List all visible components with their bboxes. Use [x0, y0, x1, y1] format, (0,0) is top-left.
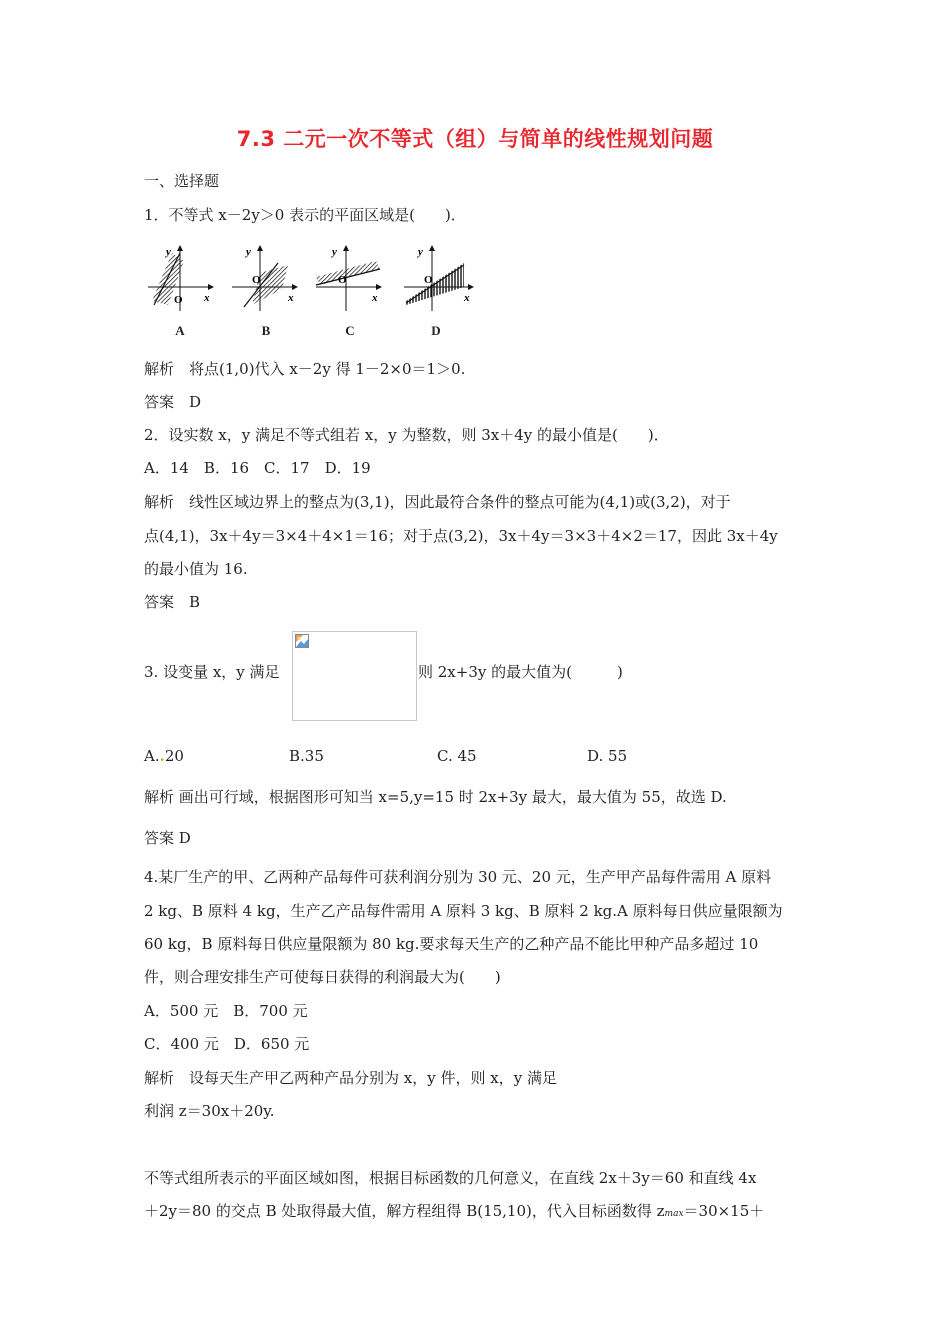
q4-analysis-line-4-end: ＝30×15＋: [683, 1202, 765, 1220]
axis-y-label: y: [166, 246, 171, 258]
dot-mark: .: [159, 747, 165, 765]
origin-label: O: [174, 294, 183, 306]
q1-figure-c: [314, 243, 386, 343]
q1-figure-b: [230, 243, 302, 343]
q4-options-line-2: C．400 元 D．650 元: [144, 1035, 310, 1053]
q3-missing-image: [292, 631, 417, 721]
q1-figure-row: [144, 243, 484, 343]
axis-y-label: y: [246, 246, 251, 258]
q3-option-a: [144, 746, 184, 766]
broken-image-icon: [295, 634, 309, 648]
axis-y-label: y: [418, 246, 423, 258]
q3-option-c: C. 45: [437, 747, 477, 765]
q2-analysis-line-1: 解析 线性区域边界上的整点为(3,1)，因此最符合条件的整点可能为(4,1)或(3,2)，对于: [144, 493, 731, 511]
section-heading: 一、选择题: [144, 172, 220, 190]
q1-stem: 1．不等式 x－2y＞0 表示的平面区域是( )．: [144, 206, 466, 224]
q2-answer: 答案 B: [144, 593, 201, 611]
origin-label: O: [338, 274, 347, 286]
q4-stem-line-2: 2 kg、B 原料 4 kg，生产乙产品每件需用 A 原料 3 kg、B 原料 2 kg.A 原料每日供应量限额为: [144, 902, 783, 920]
q2-stem: 2．设实数 x，y 满足不等式组若 x，y 为整数，则 3x＋4y 的最小值是( )．: [144, 426, 669, 444]
q1-figure-a: [144, 243, 216, 343]
zmax-subscript: max: [664, 1209, 684, 1219]
q4-analysis-line-2: 利润 z＝30x＋20y.: [144, 1102, 275, 1120]
q4-analysis-line-4-text: ＋2y＝80 的交点 B 处取得最大值，解方程组得 B(15,10)，代入目标函数得 z: [144, 1202, 665, 1220]
axis-x-label: x: [204, 292, 210, 304]
q2-analysis-line-3: 的最小值为 16.: [144, 560, 248, 578]
page-title: 7.3 二元一次不等式（组）与简单的线性规划问题: [236, 127, 714, 151]
q3-stem-after: 则 2x+3y 的最大值为( ): [418, 663, 623, 681]
q4-stem-line-1: 4.某厂生产的甲、乙两种产品每件可获利润分别为 30 元、20 元，生产甲产品每件需用 A 原料: [144, 868, 772, 886]
axis-y-label: y: [332, 246, 337, 258]
q4-analysis-line-4: [144, 1201, 764, 1224]
origin-label: O: [424, 274, 433, 286]
q4-analysis-line-3: 不等式组所表示的平面区域如图，根据目标函数的几何意义，在直线 2x＋3y＝60 和直线 4x: [144, 1169, 757, 1187]
q4-stem-line-4: 件，则合理安排生产可使每日获得的利润最大为( ): [144, 968, 501, 986]
q1-caption-d: D: [431, 323, 441, 338]
q1-caption-b: B: [261, 323, 271, 338]
q2-options: A．14 B．16 C．17 D．19: [144, 459, 371, 477]
q1-answer: 答案 D: [144, 393, 202, 411]
q1-caption-a: A: [175, 323, 185, 338]
q4-analysis-line-1: 解析 设每天生产甲乙两种产品分别为 x，y 件，则 x，y 满足: [144, 1069, 557, 1087]
q3-answer: 答案 D: [144, 829, 191, 847]
q4-options-line-1: A．500 元 B．700 元: [144, 1002, 308, 1020]
q4-stem-line-3: 60 kg，B 原料每日供应量限额为 80 kg.要求每天生产的乙种产品不能比甲种产品多超过 10: [144, 935, 759, 953]
q3-option-b: B.35: [289, 747, 324, 765]
q3-option-a-value: 20: [164, 747, 184, 765]
axis-x-label: x: [288, 292, 294, 304]
axis-x-label: x: [464, 292, 470, 304]
origin-label: O: [252, 274, 261, 286]
q3-analysis: 解析 画出可行域，根据图形可知当 x=5,y=15 时 2x+3y 最大，最大值为 55，故选 D.: [144, 788, 727, 806]
q2-analysis-line-2: 点(4,1)，3x＋4y＝3×4＋4×1＝16；对于点(3,2)，3x＋4y＝3×3＋4×2＝17，因此 3x＋4y: [144, 527, 778, 545]
q3-option-d: D. 55: [587, 747, 628, 765]
q1-analysis: 解析 将点(1,0)代入 x－2y 得 1－2×0＝1＞0.: [144, 360, 466, 378]
q1-figure-d: [400, 243, 472, 343]
q3-option-a-label: A.: [144, 747, 160, 765]
axis-x-label: x: [372, 292, 378, 304]
q1-caption-c: C: [345, 323, 355, 338]
q3-stem-before: 3. 设变量 x，y 满足: [144, 663, 280, 681]
